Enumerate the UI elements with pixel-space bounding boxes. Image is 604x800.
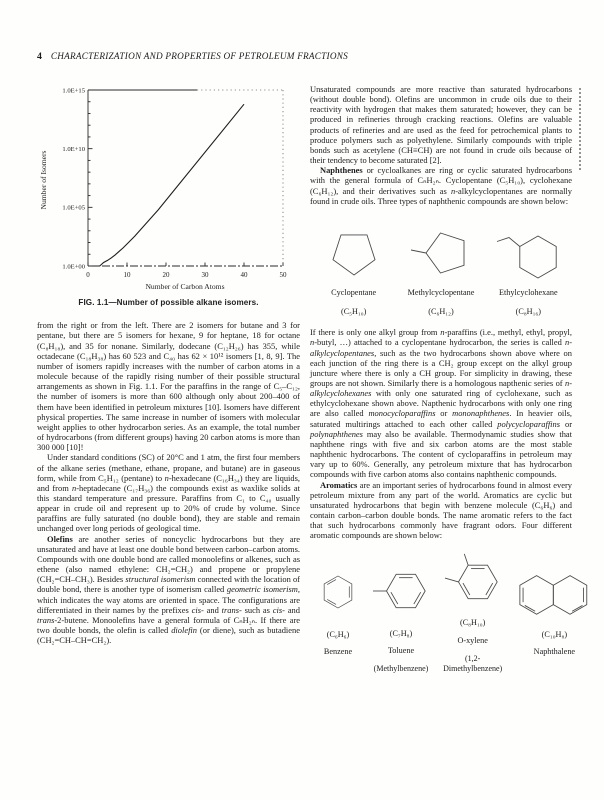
structure-o-xylene: [436, 551, 509, 674]
svg-text:10: 10: [123, 271, 131, 279]
paragraph: Under standard conditions (SC) of 20°C and 1 atm, the first four members of the alkane series (methane, ethane, propane, and butane) are in gaseous form, while from C₅H₁₂ (pentane) to n-hexadecane (C₁₆H₃₄) they are liquids, and from n-heptadecane (C₁₇H₃₆) the compounds exist as waxlike solids at this standard temperature and pressure. Paraffins from C₁ to C₄₀ usually appear in crude oil and represent up to 20% of crude by volume. Since paraffins are fully saturated (no double bond), they are stable and remain unchanged over long periods of geological time.: [37, 452, 301, 534]
structure-formula: (C₈H₁₀): [459, 618, 486, 628]
paragraph: from the right or from the left. There are 2 isomers for butane and 3 for pentane, but there are 5 isomers for hexane, 9 for heptane, 18 for octane (C₈H₁₈), and 35 for nonane. Similarly, dodecane (C₁₂H₂₆) has 355, while octadecane (C₁₈H₃₈) has 60 523 and C₄₀ has 62 × 10¹² isomers [1, 8, 9]. The number of isomers rapidly increases with the number of carbon atoms in a molecule because of the rapidly rising number of their possible structural arrangements as shown in Fig. 1.1. For the paraffins in the range of C₅–C₁₂, the number of isomers is more than 600 although only about 200–400 of them have been identified in petroleum mixtures [10]. Isomers have different physical properties. The same increase in number of isomers with molecular weight applies to other hydrocarbon series. As an example, the total number of hydrocarbons (from different groups) having 20 carbon atoms is more than 300 000 [10]!: [37, 320, 300, 453]
structure-name: O-xylene: [457, 635, 488, 645]
naphthenic-structures-row: [310, 223, 572, 317]
svg-text:1.0E+15: 1.0E+15: [62, 87, 85, 95]
running-title: CHARACTERIZATION AND PROPERTIES OF PETROLEUM FRACTIONS: [50, 51, 348, 61]
structure-name: Benzene: [323, 646, 353, 656]
methylcyclopentane-ring-drawing: [401, 223, 481, 281]
structure-name: Cyclopentane: [331, 287, 377, 297]
structure-name: Naphthalene: [533, 646, 576, 656]
structure-formula: (C₇H₈): [389, 628, 413, 638]
svg-text:1.0E+10: 1.0E+10: [62, 146, 85, 154]
structure-benzene: [310, 563, 366, 674]
paragraph: Naphthenes or cycloalkanes are ring or cyclic saturated hydrocarbons with the general formula of CₙH₂ₙ. Cyclopentane (C₅H₁₀), cyclohexane (C₆H₁₂), and their derivatives such as n-alkylcyclopentanes are normally found in crude oils. Three types of naphthenic compounds are shown below:: [310, 165, 572, 206]
structure-formula: (C₁₀H₈): [541, 629, 568, 639]
paragraph: Unsaturated compounds are more reactive than saturated hydrocarbons (without double bond). Olefins are uncommon in crude oils due to their reactivity with hydrogen that makes them saturated; however, they can be produced in refineries through cracking reactions. Olefins are valuable products of refineries and are used as the feed for petrochemical plants to produce polymers such as polyethylene. Similarly compounds with triple bonds such as acetylene (CH≡CH) are not found in crude oils because of their tendency to become saturated [2].: [310, 84, 572, 166]
structure-name: Ethylcyclohexane: [498, 287, 558, 297]
structure-formula: (C₈H₁₆): [515, 307, 542, 317]
structure-toluene: [366, 562, 436, 674]
paragraph: Aromatics are an important series of hydrocarbons found in almost every petroleum mixture from any part of the world. Aromatics are cyclic but unsaturated hydrocarbons that begin with benzene molecule (C₆H₆) and contain carbon–carbon double bonds. The name aromatic refers to the fact that such hydrocarbons commonly have fragrant odors. Four different aromatic compounds are shown below:: [310, 479, 572, 541]
paragraph: Olefins are another series of noncyclic hydrocarbons but they are unsaturated and have at least one double bond between carbon–carbon atoms. Compounds with one double bond are called monoolefins or alkenes, such as ethene (also named ethylene: CH₂=CH₂) and propene or propylene (CH₂=CH–CH₃). Besides structural isomerism connected with the location of double bond, there is another type of isomerism called geometric isomerism, which indicates the way atoms are oriented in space. The configurations are differentiated in their names by the prefixes cis- and trans- such as cis- and trans-2-butene. Monoolefins have a general formula of CₙH₂ₙ. If there are two double bonds, the olefin is called diolefin (or diene), such as butadiene (CH₂=CH–CH=CH₂).: [37, 533, 300, 646]
structure-alt-name: (Methylbenzene): [373, 663, 429, 673]
x-axis-label: Number of Carbon Atoms: [145, 282, 225, 291]
structure-cyclopentane: [310, 223, 397, 317]
structure-formula: (C₆H₆): [326, 629, 350, 639]
left-column: [37, 84, 300, 645]
figure-alkane-isomers: [37, 84, 300, 308]
benzene-ring-drawing: [310, 563, 366, 621]
svg-text:0: 0: [86, 271, 90, 279]
structure-methylcyclopentane: [397, 223, 484, 317]
svg-text:40: 40: [240, 271, 248, 279]
page-number: 4: [37, 51, 42, 62]
structure-name: Toluene: [387, 645, 415, 655]
structure-ethylcyclohexane: [485, 223, 572, 317]
x-axis-ticks: [86, 263, 287, 280]
y-axis-label: Number of Isomers: [39, 150, 48, 210]
toluene-ring-drawing: [366, 562, 436, 620]
o-xylene-ring-drawing: [438, 551, 508, 609]
isomer-curve: [92, 104, 244, 266]
structure-formula: (C₆H₁₂): [428, 307, 454, 317]
svg-text:30: 30: [201, 271, 209, 279]
structure-name: Methylcyclopentane: [407, 287, 475, 297]
structure-formula: (C₅H₁₀): [340, 307, 367, 317]
structure-naphthalene: [509, 563, 599, 674]
page-header: [37, 51, 577, 62]
figure-caption: FIG. 1.1—Number of possible alkane isomers.: [78, 298, 259, 308]
naphthalene-ring-drawing: [509, 563, 599, 621]
paragraph: If there is only one alkyl group from n-paraffins (i.e., methyl, ethyl, propyl, n-butyl, …) attached to a cyclopentane hydrocarbon, the series is called n-alkylcyclopentanes, such as the two hydrocarbons shown above where on each junction of the ring there is a CH₂ group except on the alkyl group juncture where there is only a CH group. For simplicity in drawing, these groups are not shown. Similarly there is a homologous napthenic series of n-alkylcyclohexanes with only one saturated ring of cyclohexane, such as ethylcyclohexane shown above. Napthenic hydrocarbons with only one ring are also called monocycloparaffins or mononaphthenes. In heavier oils, saturated multirings attached to each other called polycycloparaffins or polynaphthenes may also be available. Thermodynamic studies show that naphthene rings with five and six carbon atoms are the most stable naphthenic hydrocarbons. The content of cycloparaffins in petroleum may vary up to 60%. Generally, any petroleum mixture that has hydrocarbon compounds with five carbon atoms also contains naphthenic compounds.: [310, 327, 573, 480]
right-column: [310, 84, 576, 674]
aromatic-structures-row: [310, 551, 576, 674]
svg-text:20: 20: [162, 271, 170, 279]
alkane-isomers-chart: [37, 84, 300, 294]
structure-alt-name: (1,2-Dimethylbenzene): [443, 653, 503, 673]
svg-text:50: 50: [279, 271, 287, 279]
svg-text:1.0E+05: 1.0E+05: [62, 204, 85, 212]
scan-artifact-dots: [579, 88, 581, 170]
svg-text:1.0E+00: 1.0E+00: [62, 263, 85, 271]
ethylcyclohexane-ring-drawing: [488, 223, 568, 281]
cyclopentane-ring-drawing: [314, 223, 394, 281]
